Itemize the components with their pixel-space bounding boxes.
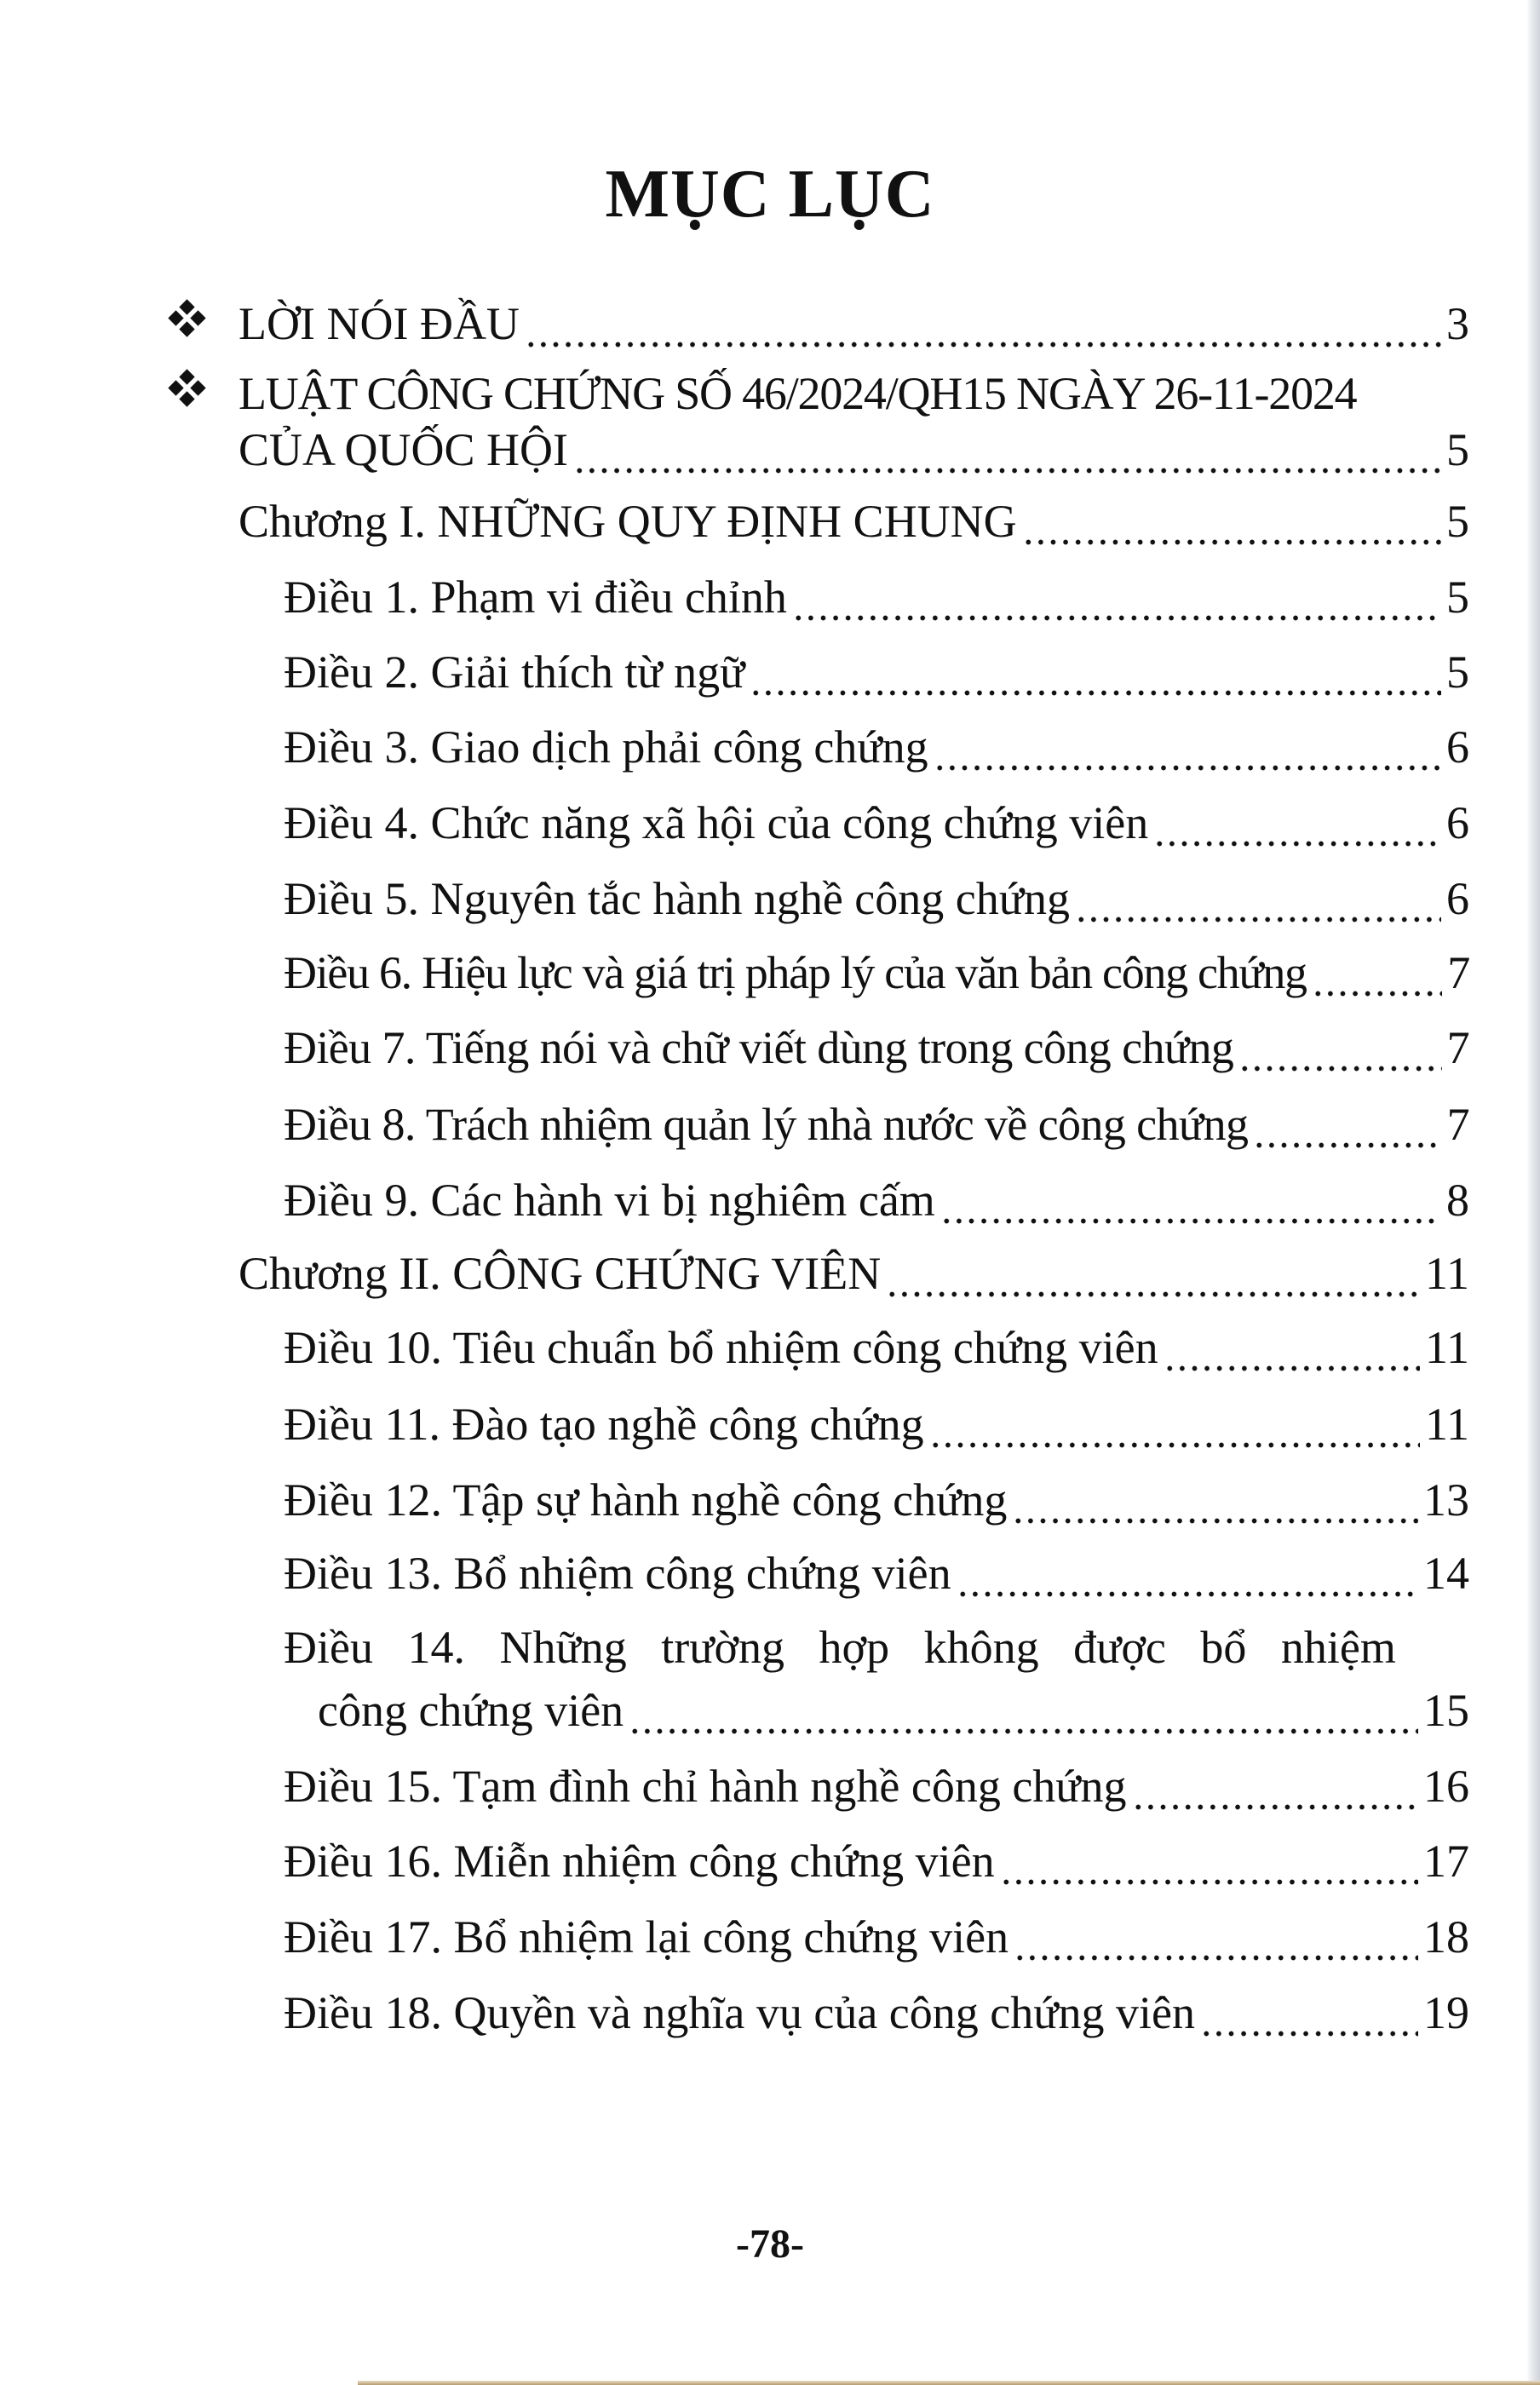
toc-entry-page: 5 (1446, 496, 1469, 547)
dot-leader (1164, 1318, 1420, 1377)
dot-leader (1014, 1907, 1418, 1967)
dot-leader (1312, 943, 1443, 1003)
toc-entry-label: CỦA QUỐC HỘI (238, 424, 569, 475)
toc-article-1[interactable] (284, 567, 1469, 627)
toc-article-4[interactable] (284, 793, 1469, 853)
dot-leader (929, 1394, 1420, 1454)
word: bổ (1200, 1622, 1247, 1673)
word: trường (661, 1622, 785, 1673)
toc-entry-page: 17 (1423, 1836, 1469, 1887)
dot-leader (1000, 1831, 1418, 1891)
toc-article-2[interactable] (284, 642, 1469, 702)
word: nhiệm (1280, 1622, 1396, 1673)
toc-chapter-1[interactable] (238, 491, 1469, 551)
toc-entry-page: 11 (1425, 1248, 1469, 1299)
word: 14. (407, 1622, 465, 1673)
dot-leader (525, 294, 1441, 353)
toc-entry-page: 6 (1446, 797, 1469, 848)
toc-entry-page: 16 (1423, 1761, 1469, 1812)
toc-entry-page: 14 (1423, 1548, 1469, 1599)
toc-article-5[interactable] (284, 869, 1469, 928)
toc-article-16[interactable] (284, 1831, 1469, 1891)
toc-entry-label: LỜI NÓI ĐẦU (238, 298, 520, 349)
toc-entry-page: 6 (1446, 721, 1469, 773)
toc-entry-label: Chương II. CÔNG CHỨNG VIÊN (238, 1248, 882, 1299)
dot-leader (750, 642, 1441, 702)
toc-entry-law[interactable] (238, 420, 1469, 480)
toc-entry-label: Điều 15. Tạm đình chỉ hành nghề công chứng (284, 1761, 1127, 1812)
toc-article-14[interactable] (318, 1681, 1469, 1740)
toc-entry-label: Điều 11. Đào tạo nghề công chứng (284, 1399, 924, 1450)
toc-entry-label: Điều 5. Nguyên tắc hành nghề công chứng (284, 873, 1071, 924)
toc-article-10[interactable] (284, 1318, 1469, 1377)
toc-entry-label: Điều 16. Miễn nhiệm công chứng viên (284, 1836, 995, 1887)
toc-article-9[interactable] (284, 1170, 1469, 1230)
toc-article-6[interactable] (284, 943, 1469, 1003)
dot-leader (934, 717, 1441, 777)
toc-entry-label: Chương I. NHỮNG QUY ĐỊNH CHUNG (238, 496, 1017, 547)
dot-leader (1238, 1018, 1441, 1078)
dot-leader (792, 567, 1441, 627)
dot-leader (1253, 1095, 1441, 1154)
toc-article-17[interactable] (284, 1907, 1469, 1967)
toc-entry-page: 7 (1446, 1099, 1469, 1150)
toc-entry-page: 5 (1446, 572, 1469, 623)
toc-entry-label: Điều 8. Trách nhiệm quản lý nhà nước về công chứng (284, 1099, 1249, 1150)
toc-entry-page: 13 (1423, 1474, 1469, 1526)
toc-article-11[interactable] (284, 1394, 1469, 1454)
toc-entry-page: 7 (1446, 1022, 1469, 1073)
dot-leader (886, 1244, 1420, 1303)
toc-article-18[interactable] (284, 1983, 1469, 2043)
toc-entry-law-line1[interactable]: LUẬT CÔNG CHỨNG SỐ 46/2024/QH15 NGÀY 26-11-2024 (238, 368, 1357, 419)
toc-entry-label: Điều 6. Hiệu lực và giá trị pháp lý của văn bản công chứng (284, 947, 1307, 998)
toc-article-13[interactable] (284, 1543, 1469, 1603)
diamond-bullet-icon (169, 300, 206, 337)
diamond-bullet-icon (169, 370, 206, 407)
toc-entry-label: công chứng viên (318, 1685, 624, 1736)
page-edge-bottom (358, 2381, 1540, 2385)
toc-article-3[interactable] (284, 717, 1469, 777)
word: không (923, 1622, 1039, 1673)
toc-article-15[interactable] (284, 1756, 1469, 1816)
toc-entry-page: 8 (1446, 1175, 1469, 1226)
word: Những (499, 1622, 627, 1673)
dot-leader (1153, 793, 1441, 853)
page-edge-shadow (1526, 0, 1540, 2385)
toc-article-8[interactable] (284, 1095, 1469, 1154)
toc-entry-label: Điều 1. Phạm vi điều chỉnh (284, 572, 787, 623)
toc-entry-label: Điều 12. Tập sự hành nghề công chứng (284, 1474, 1008, 1526)
dot-leader (957, 1543, 1418, 1603)
toc-article-12[interactable] (284, 1470, 1469, 1530)
toc-entry-label: Điều 18. Quyền và nghĩa vụ của công chứng viên (284, 1987, 1195, 2038)
toc-entry-page: 6 (1446, 873, 1469, 924)
toc-entry-page: 11 (1425, 1399, 1469, 1450)
dot-leader (1132, 1756, 1418, 1816)
toc-chapter-2[interactable] (238, 1244, 1469, 1303)
page-number: -78- (736, 2221, 804, 2267)
toc-entry-label: Điều 7. Tiếng nói và chữ viết dùng trong công chứng (284, 1022, 1234, 1073)
toc-entry-label: Điều 13. Bổ nhiệm công chứng viên (284, 1548, 951, 1599)
toc-entry-label: Điều 4. Chức năng xã hội của công chứng viên (284, 797, 1149, 848)
toc-article-7[interactable] (284, 1018, 1469, 1078)
dot-leader (1012, 1470, 1418, 1530)
dot-leader (1200, 1983, 1418, 2043)
dot-leader (629, 1681, 1418, 1740)
toc-entry-preface[interactable] (238, 294, 1469, 353)
page-title: MỤC LỤC (605, 157, 935, 232)
toc-entry-page: 3 (1446, 298, 1469, 349)
dot-leader (1075, 869, 1441, 928)
word: Điều (284, 1622, 373, 1673)
toc-entry-page: 18 (1423, 1911, 1469, 1963)
toc-entry-label: Điều 2. Giải thích từ ngữ (284, 647, 745, 698)
toc-article-14-line1[interactable] (284, 1618, 1396, 1677)
toc-entry-page: 15 (1423, 1685, 1469, 1736)
toc-entry-label: Điều 17. Bổ nhiệm lại công chứng viên (284, 1911, 1009, 1963)
word: được (1073, 1622, 1166, 1673)
dot-leader (940, 1170, 1441, 1230)
dot-leader (573, 420, 1441, 480)
toc-entry-label: Điều 9. Các hành vi bị nghiêm cấm (284, 1175, 935, 1226)
word: hợp (819, 1622, 890, 1673)
toc-entry-page: 5 (1446, 424, 1469, 475)
toc-entry-page: 7 (1447, 947, 1469, 998)
toc-entry-label: Điều 3. Giao dịch phải công chứng (284, 721, 928, 773)
toc-entry-page: 11 (1425, 1322, 1469, 1373)
dot-leader (1022, 491, 1441, 551)
toc-entry-label: Điều 10. Tiêu chuẩn bổ nhiệm công chứng viên (284, 1322, 1158, 1373)
toc-entry-page: 19 (1423, 1987, 1469, 2038)
toc-entry-page: 5 (1446, 647, 1469, 698)
